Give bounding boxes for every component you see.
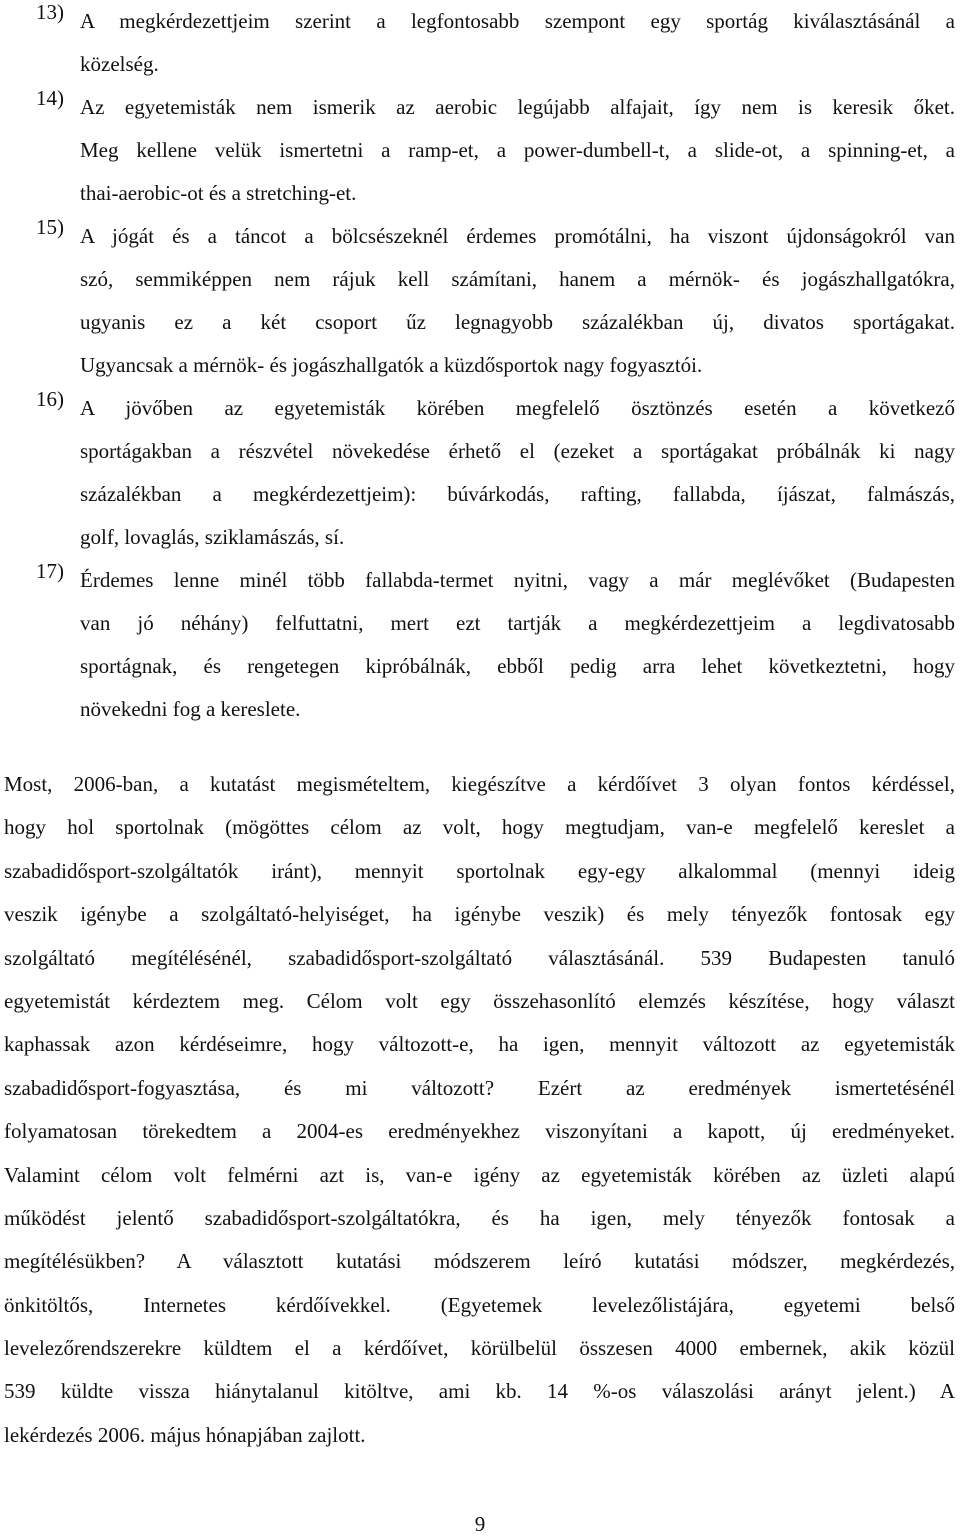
item-line: Az egyetemisták nem ismerik az aerobic legújabb alfajait, így nem is keresik őket. — [80, 95, 955, 119]
item-line: thai-aerobic-ot és a stretching-et. — [80, 181, 357, 205]
item-line: A jógát és a táncot a bölcsészeknél érdemes promótálni, ha viszont újdonságokról van — [80, 224, 955, 248]
paragraph-line: egyetemistát kérdeztem meg. Célom volt egy összehasonlító elemzés készítése, hogy választ — [4, 988, 955, 1013]
paragraph-line: szabadidősport-szolgáltatók iránt), mennyit sportolnak egy-egy alkalommal (mennyi ideig — [4, 858, 955, 883]
paragraph-line: Most, 2006-ban, a kutatást megismételtem, kiegészítve a kérdőívet 3 olyan fontos kérdéssel, — [4, 772, 955, 796]
paragraph-line: Valamint célom volt felmérni azt is, van-e igény az egyetemisták körében az üzleti alapú — [4, 1162, 955, 1187]
paragraph-line: szabadidősport-fogyasztása, és mi változott? Ezért az eredmények ismertetésénél — [4, 1075, 955, 1100]
item-line: golf, lovaglás, sziklamászás, sí. — [80, 525, 345, 549]
item-line: Ugyancsak a mérnök- és jogászhallgatók a küzdősportok nagy fogyasztói. — [80, 353, 703, 377]
item-line: Meg kellene velük ismertetni a ramp-et, a power-dumbell-t, a slide-ot, a spinning-et, a — [80, 138, 955, 162]
item-line: százalékban a megkérdezettjeim): búvárkodás, rafting, fallabda, íjászat, falmászás, — [80, 482, 955, 506]
paragraph-line: folyamatosan törekedtem a 2004-es eredményekhez viszonyítani a kapott, új eredményeket. — [4, 1119, 955, 1144]
paragraph-line: hogy hol sportolnak (mögöttes célom az volt, hogy megtudjam, van-e megfelelő kereslet a — [4, 815, 955, 840]
paragraph-line: lekérdezés 2006. május hónapjában zajlott. — [4, 1422, 366, 1447]
list-item-16 — [0, 387, 960, 559]
item-line: ugyanis ez a két csoport űz legnagyobb százalékban új, divatos sportágakat. — [80, 310, 955, 334]
item-line: van jó néhány) felfuttatni, mert ezt tartják a megkérdezettjeim a legdivatosabb — [80, 611, 955, 635]
paragraph-line: levelezőrendszerekre küldtem el a kérdőívet, körülbelül összesen 4000 embernek, akik közül — [4, 1336, 955, 1361]
item-line: Érdemes lenne minél több fallabda-termet nyitni, vagy a már meglévőket (Budapesten — [80, 568, 955, 592]
list-item-17 — [0, 559, 960, 731]
item-line: közelség. — [80, 52, 159, 76]
conclusions-list — [0, 0, 960, 731]
paragraph-line: működést jelentő szabadidősport-szolgáltatókra, és ha igen, mely tényezők fontosak a — [4, 1205, 955, 1230]
item-line: A megkérdezettjeim szerint a legfontosabb szempont egy sportág kiválasztásánál a — [80, 9, 955, 33]
item-number: 15) — [36, 215, 64, 239]
paragraph-line: szolgáltató megítélésénél, szabadidősport-szolgáltató választásánál. 539 Budapesten tanuló — [4, 945, 955, 970]
paragraph-line: 539 küldte vissza hiánytalanul kitöltve, ami kb. 14 %-os válaszolási arányt jelent.) A — [4, 1379, 955, 1404]
list-item-13 — [0, 0, 960, 86]
body-paragraph — [4, 763, 955, 1457]
list-item-15 — [0, 215, 960, 387]
item-number: 13) — [36, 0, 64, 24]
paragraph-line: kaphassak azon kérdéseimre, hogy változott-e, ha igen, mennyit változott az egyetemisták — [4, 1032, 955, 1057]
item-number: 17) — [36, 559, 64, 583]
paragraph-line: veszik igénybe a szolgáltató-helyiséget, ha igénybe veszik) és mely tényezők fontosak egy — [4, 902, 955, 927]
paragraph-line: önkitöltős, Internetes kérdőívekkel. (Egyetemek levelezőlistájára, egyetemi belső — [4, 1292, 955, 1317]
page-number: 9 — [474, 1512, 486, 1536]
item-number: 16) — [36, 387, 64, 411]
item-line: növekedni fog a kereslete. — [80, 697, 301, 721]
item-line: sportágnak, és rengetegen kipróbálnák, ebből pedig arra lehet következtetni, hogy — [80, 654, 955, 678]
item-number: 14) — [36, 86, 64, 110]
list-item-14 — [0, 86, 960, 215]
item-line: sportágakban a részvétel növekedése érhető el (ezeket a sportágakat próbálnák ki nagy — [80, 439, 955, 463]
item-line: A jövőben az egyetemisták körében megfelelő ösztönzés esetén a következő — [80, 396, 955, 420]
paragraph-line: megítélésükben? A választott kutatási módszerem leíró kutatási módszer, megkérdezés, — [4, 1249, 955, 1274]
item-line: szó, semmiképpen nem rájuk kell számítani, hanem a mérnök- és jogászhallgatókra, — [80, 267, 955, 291]
